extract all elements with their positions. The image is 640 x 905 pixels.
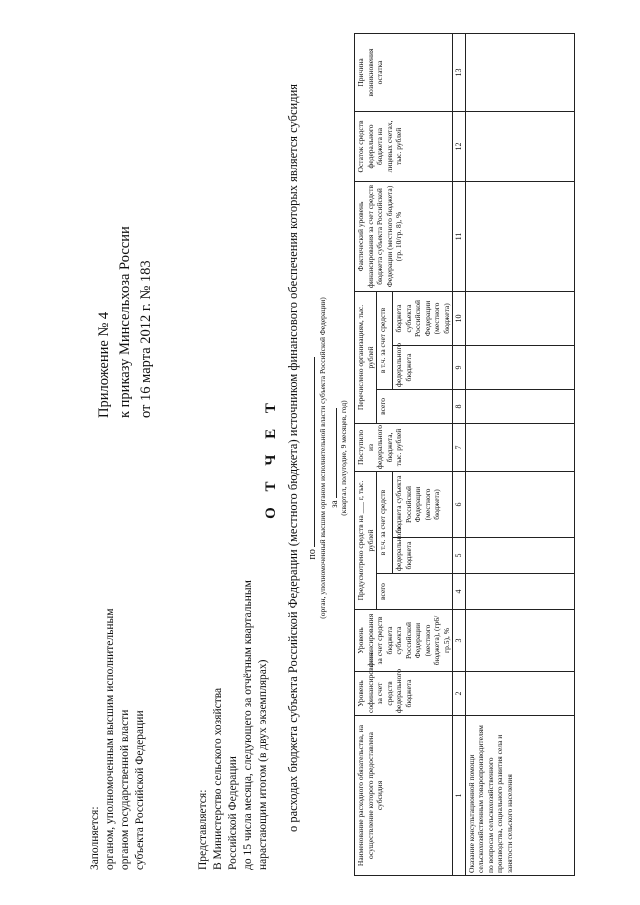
header-received: Поступило из федерального бюджета, тыс. рублей xyxy=(355,423,453,471)
col-num: 3 xyxy=(453,610,466,672)
filled-by-block xyxy=(88,510,148,870)
table-cell xyxy=(465,291,574,345)
header-share: Уровень софинансирования за счет средств федерального бюджета xyxy=(355,672,453,716)
header-planned-fed: федерального бюджета xyxy=(393,538,453,574)
col-num: 11 xyxy=(453,181,466,291)
header-planned-incl: в т.ч. за счет средств xyxy=(377,471,393,573)
header-planned-subj: бюджета субъекта Российской Федерации (местного бюджета) xyxy=(393,471,453,537)
table-cell xyxy=(465,574,574,610)
header-reason: Причина возникновения остатка xyxy=(355,33,453,111)
table-cell xyxy=(465,33,574,111)
header-transferred-incl: в т.ч. за счет средств xyxy=(377,291,393,389)
period-underline xyxy=(328,408,337,498)
submitted-label: Представляется: xyxy=(197,789,209,870)
submitted-block xyxy=(196,400,271,870)
col-num: 10 xyxy=(453,291,466,345)
period-line xyxy=(328,28,339,888)
col-num: 5 xyxy=(453,538,466,574)
table-cell xyxy=(465,672,574,716)
col-num: 9 xyxy=(453,345,466,389)
filled-by-line: субъекта Российской Федерации xyxy=(134,710,146,870)
header-remainder: Остаток средств федерального бюджета на лицевых счетах, тыс. рублей xyxy=(355,111,453,181)
period-prefix: за xyxy=(329,500,339,508)
report-title: О Т Ч Е Т xyxy=(263,397,279,519)
table-row xyxy=(465,33,574,875)
table-cell xyxy=(465,610,574,672)
annex-title: Приложение № 4 xyxy=(96,311,112,418)
org-caption: (орган, уполномоченный высшим органом исполнительной власти субъекта Российской Федерации) xyxy=(318,297,327,619)
table-cell xyxy=(465,423,574,471)
filled-by-line: органом, уполномоченным высшим исполнительным xyxy=(104,608,116,870)
col-num: 1 xyxy=(453,716,466,876)
header-name: Наименование расходного обязательства, на осуществление которого предоставлена субсидия xyxy=(355,716,453,876)
col-num: 7 xyxy=(453,423,466,471)
table-cell xyxy=(465,389,574,423)
report-table xyxy=(354,33,575,876)
header-planned: Предусмотрено средств на ___ г, тыс. рублей xyxy=(355,471,377,609)
header-transferred-subj: бюджета субъекта Российской Федерации (местного бюджета) xyxy=(393,291,453,345)
table-cell xyxy=(465,111,574,181)
table-cell xyxy=(465,538,574,574)
table-cell xyxy=(465,345,574,389)
col-num: 12 xyxy=(453,111,466,181)
row-name: Оказание консультационной помощи сельскохозяйственным товаропроизводителям по вопросам сельскохозяйственного производства, социального развития села и занятости сельского населения xyxy=(465,716,574,876)
column-number-row xyxy=(453,33,466,875)
submitted-line: Российской Федерации xyxy=(227,756,239,870)
annex-order-line: к приказу Минсельхоза России xyxy=(117,226,133,418)
col-num: 6 xyxy=(453,471,466,537)
submitted-line: до 15 числа месяца, следующего за отчётным квартальным xyxy=(242,580,254,870)
header-fact-level: Фактический уровень финансирования за счет средств бюджета субъекта Российской Федерации (местного бюджета) (гр. 10/гр. 8), % xyxy=(355,181,453,291)
col-num: 8 xyxy=(453,389,466,423)
submitted-line: В Министерство сельского хозяйства xyxy=(212,687,224,870)
annex-block xyxy=(94,38,157,418)
org-underline xyxy=(304,357,315,547)
table-cell xyxy=(465,471,574,537)
col-num: 2 xyxy=(453,672,466,716)
report-sheet xyxy=(18,28,618,888)
org-line xyxy=(304,28,318,888)
header-transferred-fed: федерального бюджета xyxy=(393,345,453,389)
period-caption: (квартал, полугодие, 9 месяцев, год) xyxy=(339,400,348,516)
table-cell xyxy=(465,181,574,291)
header-planned-total: всего xyxy=(377,574,453,610)
org-prefix: по xyxy=(307,549,318,560)
header-level: Уровень финансирования за счет средств бюджета субъекта Российской Федерации (местного бюджета), (гр6/гр.5), % xyxy=(355,610,453,672)
filled-by-line: органом государственной власти xyxy=(119,709,131,870)
submitted-line: нарастающим итогом (в двух экземплярах) xyxy=(257,659,269,870)
filled-by-label: Заполняется: xyxy=(89,806,101,870)
report-subtitle: о расходах бюджета субъекта Российской Федерации (местного бюджета) источником финансового обеспечения которых является субсидия xyxy=(286,83,300,833)
col-num: 13 xyxy=(453,33,466,111)
header-transferred: Перечислено организациям, тыс. рублей xyxy=(355,291,377,423)
header-transferred-total: всего xyxy=(377,389,453,423)
annex-date-line: от 16 марта 2012 г. № 183 xyxy=(138,260,154,418)
col-num: 4 xyxy=(453,574,466,610)
